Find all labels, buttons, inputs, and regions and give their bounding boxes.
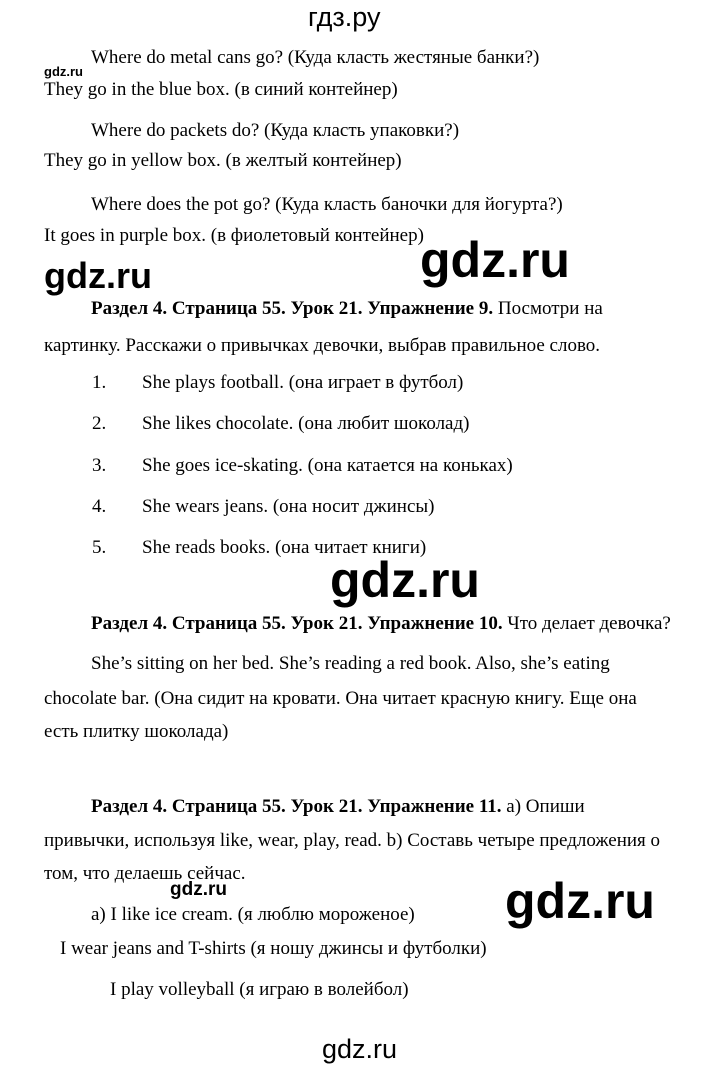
qa-question-3: Where does the pot go? (Куда класть баночки для йогурта?) [91, 194, 563, 215]
watermark-big-1: gdz.ru [420, 232, 570, 288]
ex10-heading-line [91, 612, 671, 636]
ex9-item-number: 3. [92, 455, 107, 476]
ex11-answer: I play volleyball (я играю в волейбол) [110, 979, 409, 1000]
watermark-small-1: gdz.ru [44, 64, 83, 79]
ex9-task-line2: картинку. Расскажи о привычках девочки, выбрав правильное слово. [44, 335, 601, 356]
watermark-big-2: gdz.ru [330, 552, 480, 608]
ex9-heading: Раздел 4. Страница 55. Урок 21. Упражнение 9. [91, 298, 494, 319]
ex11-answer: I wear jeans and T-shirts (я ношу джинсы и футболки) [60, 938, 487, 959]
ex9-item-number: 4. [92, 496, 107, 517]
ex11-task-part1: а) Опиши [501, 796, 585, 817]
ex10-task: Что делает девочка? [502, 613, 671, 634]
ex11-heading-line [91, 795, 585, 819]
qa-answer-2: They go in yellow box. (в желтый контейнер) [44, 150, 402, 171]
ex10-answer-line: есть плитку шоколада) [44, 721, 229, 742]
ex9-heading-line [91, 297, 603, 321]
ex9-item-text: She plays football. (она играет в футбол) [142, 372, 464, 393]
ex11-answer: а) I like ice cream. (я люблю мороженое) [91, 904, 415, 925]
watermark-mid-1: gdz.ru [44, 255, 152, 296]
ex9-item-text: She goes ice-skating. (она катается на коньках) [142, 455, 513, 476]
watermark-small-2: gdz.ru [170, 879, 227, 900]
ex11-task-line3: том, что делаешь сейчас. [44, 863, 246, 884]
ex9-task-part1: Посмотри на [493, 298, 603, 319]
ex10-answer-line: chocolate bar. (Она сидит на кровати. Она читает красную книгу. Еще она [44, 688, 637, 709]
ex9-item-text: She wears jeans. (она носит джинсы) [142, 496, 435, 517]
ex9-item-text: She reads books. (она читает книги) [142, 537, 427, 558]
ex10-answer-line: She’s sitting on her bed. She’s reading a red book. Also, she’s eating [91, 653, 610, 674]
qa-answer-1: They go in the blue box. (в синий контейнер) [44, 79, 398, 100]
ex11-heading: Раздел 4. Страница 55. Урок 21. Упражнение 11. [91, 796, 502, 817]
ex10-heading: Раздел 4. Страница 55. Урок 21. Упражнение 10. [91, 613, 503, 634]
ex9-item-number: 5. [92, 537, 107, 558]
qa-answer-3: It goes in purple box. (в фиолетовый контейнер) [44, 225, 424, 246]
ex9-item-number: 2. [92, 413, 107, 434]
ex9-item-number: 1. [92, 372, 107, 393]
watermark-footer: gdz.ru [322, 1034, 398, 1064]
watermark-big-3: gdz.ru [505, 873, 655, 929]
ex9-item-text: She likes chocolate. (она любит шоколад) [142, 413, 470, 434]
site-header: гдз.ру [308, 2, 381, 32]
qa-question-2: Where do packets do? (Куда класть упаковки?) [91, 120, 460, 141]
qa-question-1: Where do metal cans go? (Куда класть жестяные банки?) [91, 47, 540, 68]
ex11-task-line2: привычки, используя like, wear, play, read. b) Составь четыре предложения о [44, 830, 661, 851]
